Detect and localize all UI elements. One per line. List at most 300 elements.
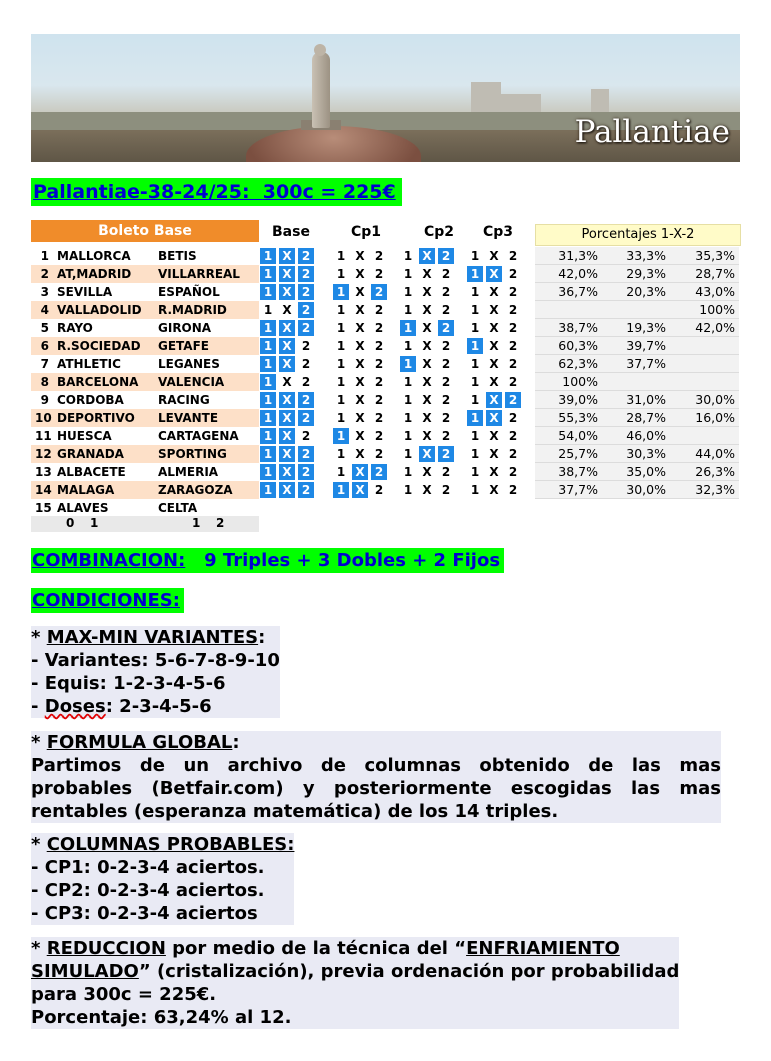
boleto-base-header: Boleto Base	[31, 220, 259, 242]
cp3-sign-1-cell: 1	[467, 410, 483, 426]
colon: :	[232, 732, 240, 753]
cp2-sign-x-cell: X	[422, 465, 432, 479]
building-shape	[501, 94, 541, 114]
cp1-sign-x-cell: X	[355, 447, 365, 461]
pct-x: 28,7%	[626, 410, 666, 425]
pct-x: 33,3%	[626, 248, 666, 263]
maxmin-section	[31, 626, 280, 718]
pct-1: 60,3%	[558, 338, 598, 353]
cp2-sign-1-cell: 1	[400, 320, 416, 336]
pct-1: 38,7%	[558, 320, 598, 335]
cp3-sign-2-cell: 2	[508, 339, 518, 353]
match-number: 4	[40, 303, 49, 317]
combinacion-line	[31, 548, 504, 573]
away-team: ALMERIA	[158, 465, 219, 479]
statue-head	[314, 44, 326, 56]
cp3-sign-x-cell: X	[489, 447, 499, 461]
cp3-sign-x-cell: X	[489, 483, 499, 497]
pct-1: 37,7%	[558, 482, 598, 497]
cp3-sign-1-cell: 1	[470, 321, 480, 335]
cp3-sign-1-cell: 1	[470, 357, 480, 371]
cp1-sign-x-cell: X	[355, 357, 365, 371]
cp2-sign-x-cell: X	[422, 267, 432, 281]
cp2-sign-2-cell: 2	[441, 267, 451, 281]
cp2-sign-1-cell: 1	[403, 339, 413, 353]
base-sign-x-cell: X	[279, 338, 295, 354]
base-sign-2-cell: 2	[301, 375, 311, 389]
cp1-sign-1-cell: 1	[336, 375, 346, 389]
home-team: AT,MADRID	[57, 267, 132, 281]
pleno-home-1: 1	[90, 516, 99, 530]
cp3-sign-x-cell: X	[489, 357, 499, 371]
pct-x	[606, 301, 666, 318]
cp1-sign-1-cell: 1	[336, 411, 346, 425]
base-sign-2-cell: 2	[301, 339, 311, 353]
cp2-sign-x-cell: X	[422, 429, 432, 443]
pct-1: 54,0%	[558, 428, 598, 443]
home-team: RAYO	[57, 321, 93, 335]
cp2-sign-2-cell: 2	[441, 357, 451, 371]
percentages-header: Porcentajes 1-X-2	[535, 224, 741, 246]
base-sign-x-cell: X	[279, 320, 295, 336]
away-team: GIRONA	[158, 321, 212, 335]
cp1-sign-2-cell: 2	[374, 249, 384, 263]
cp1-sign-2-cell: 2	[374, 303, 384, 317]
base-sign-2-cell: 2	[298, 266, 314, 282]
cp1-sign-1-cell: 1	[336, 267, 346, 281]
pct-2: 26,3%	[695, 464, 735, 479]
pct-1: 42,0%	[558, 266, 598, 281]
home-team: BARCELONA	[57, 375, 139, 389]
match-number: 9	[40, 393, 49, 407]
cp3-sign-1-cell: 1	[470, 303, 480, 317]
formula-text-line: probables (Betfair.com) y posteriormente escogidas las mas	[31, 778, 721, 799]
cp1-sign-2-cell: 2	[374, 429, 384, 443]
reduccion-text: ” (cristalización), previa ordenación por probabilidad	[138, 961, 680, 982]
base-sign-2-cell: 2	[298, 482, 314, 498]
away-team: VALENCIA	[158, 375, 225, 389]
pct-1: 38,7%	[558, 464, 598, 479]
base-sign-1-cell: 1	[260, 248, 276, 264]
cp3-sign-x-cell: X	[489, 465, 499, 479]
bullet-star: *	[31, 834, 41, 855]
cp2-sign-1-cell: 1	[403, 249, 413, 263]
base-sign-x-cell: X	[279, 248, 295, 264]
pct-2: 44,0%	[695, 446, 735, 461]
base-sign-2-cell: 2	[301, 429, 311, 443]
bullet-star: *	[31, 938, 41, 959]
cp1-sign-1-cell: 1	[336, 303, 346, 317]
cp3-line: - CP3: 0-2-3-4 aciertos	[31, 902, 294, 925]
cp2-sign-x-cell: X	[422, 483, 432, 497]
cp2-sign-2-cell: 2	[438, 320, 454, 336]
pct-x	[606, 373, 666, 390]
cp3-sign-1-cell: 1	[470, 393, 480, 407]
match-number: 11	[35, 429, 52, 443]
away-team: BETIS	[158, 249, 197, 263]
cp1-sign-2-cell: 2	[374, 447, 384, 461]
cp1-line: - CP1: 0-2-3-4 aciertos.	[31, 856, 294, 879]
cp1-sign-1-cell: 1	[333, 284, 349, 300]
reduccion-line: para 300c = 225€.	[31, 983, 679, 1006]
pct-x: 39,7%	[626, 338, 666, 353]
cp2-sign-1-cell: 1	[403, 429, 413, 443]
cp2-sign-x-cell: X	[422, 321, 432, 335]
pct-x: 37,7%	[626, 356, 666, 371]
header-banner-image	[31, 34, 740, 162]
base-sign-1-cell: 1	[260, 392, 276, 408]
pct-x: 31,0%	[626, 392, 666, 407]
cp2-sign-1-cell: 1	[403, 465, 413, 479]
equis-line: - Equis: 1-2-3-4-5-6	[31, 672, 280, 695]
pct-x: 19,3%	[626, 320, 666, 335]
cp3-sign-2-cell: 2	[508, 267, 518, 281]
base-sign-2-cell: 2	[301, 357, 311, 371]
statue-shape	[312, 52, 330, 128]
cp3-sign-x-cell: X	[489, 321, 499, 335]
cp1-sign-2-cell: 2	[374, 339, 384, 353]
cp2-sign-2-cell: 2	[441, 375, 451, 389]
cp2-sign-1-cell: 1	[403, 447, 413, 461]
cp3-sign-1-cell: 1	[470, 483, 480, 497]
base-sign-2-cell: 2	[298, 302, 314, 318]
pct-1: 25,7%	[558, 446, 598, 461]
cp1-sign-1-cell: 1	[336, 249, 346, 263]
away-team: SPORTING	[158, 447, 227, 461]
reduccion-section	[31, 937, 679, 1029]
pct-2: 43,0%	[695, 284, 735, 299]
match-number: 12	[35, 447, 52, 461]
enfriamiento-word: ENFRIAMIENTO	[466, 938, 620, 959]
cp2-sign-1-cell: 1	[403, 411, 413, 425]
cp3-sign-1-cell: 1	[470, 447, 480, 461]
cp1-sign-2-cell: 2	[374, 357, 384, 371]
away-team: CELTA	[158, 501, 198, 515]
cp3-sign-1-cell: 1	[470, 285, 480, 299]
pct-1: 100%	[562, 374, 598, 389]
pct-x: 29,3%	[626, 266, 666, 281]
pct-2	[675, 355, 735, 372]
cp2-sign-x-cell: X	[422, 393, 432, 407]
cp2-sign-1-cell: 1	[403, 393, 413, 407]
pct-x: 30,3%	[626, 446, 666, 461]
cp1-sign-1-cell: 1	[336, 393, 346, 407]
pct-1: 36,7%	[558, 284, 598, 299]
pct-1	[538, 301, 598, 318]
bullet-star: *	[31, 732, 41, 753]
simulado-word: SIMULADO	[31, 961, 139, 982]
cp3-sign-2-cell: 2	[508, 285, 518, 299]
cp2-column-header: Cp2	[424, 224, 455, 240]
base-sign-x-cell: X	[279, 446, 295, 462]
cp1-sign-2-cell: 2	[374, 393, 384, 407]
base-sign-x-cell: X	[279, 356, 295, 372]
cp3-sign-2-cell: 2	[508, 483, 518, 497]
pct-2: 16,0%	[695, 410, 735, 425]
base-sign-2-cell: 2	[298, 248, 314, 264]
cp1-sign-1-cell: 1	[333, 428, 349, 444]
cp2-sign-2-cell: 2	[441, 429, 451, 443]
base-sign-2-cell: 2	[298, 464, 314, 480]
base-sign-x-cell: X	[279, 482, 295, 498]
cp2-sign-1-cell: 1	[403, 483, 413, 497]
base-sign-1-cell: 1	[260, 464, 276, 480]
match-number: 8	[40, 375, 49, 389]
cp1-sign-x-cell: X	[355, 321, 365, 335]
cp1-sign-x-cell: X	[355, 375, 365, 389]
home-team: SEVILLA	[57, 285, 113, 299]
combinacion-label: COMBINACION:	[32, 550, 186, 571]
cp2-sign-1-cell: 1	[403, 267, 413, 281]
base-sign-x-cell: X	[282, 303, 292, 317]
base-sign-x-cell: X	[279, 392, 295, 408]
pct-x: 20,3%	[626, 284, 666, 299]
cp2-sign-2-cell: 2	[441, 393, 451, 407]
base-sign-x-cell: X	[279, 428, 295, 444]
cp1-sign-x-cell: X	[355, 393, 365, 407]
cp1-sign-1-cell: 1	[336, 357, 346, 371]
home-team: VALLADOLID	[57, 303, 142, 317]
match-number: 2	[40, 267, 49, 281]
cp1-sign-1-cell: 1	[336, 339, 346, 353]
variantes-line: - Variantes: 5-6-7-8-9-10	[31, 650, 280, 671]
cp3-sign-x-cell: X	[489, 285, 499, 299]
base-sign-2-cell: 2	[298, 392, 314, 408]
cp3-sign-2-cell: 2	[508, 465, 518, 479]
pct-2: 35,3%	[695, 248, 735, 263]
cp3-sign-2-cell: 2	[505, 392, 521, 408]
cp2-sign-x-cell: X	[422, 411, 432, 425]
cp1-sign-x-cell: X	[355, 429, 365, 443]
cp3-sign-1-cell: 1	[470, 465, 480, 479]
home-team: GRANADA	[57, 447, 124, 461]
base-sign-2-cell: 2	[298, 446, 314, 462]
cp1-sign-x-cell: X	[355, 411, 365, 425]
cp3-sign-1-cell: 1	[467, 338, 483, 354]
cp1-sign-2-cell: 2	[371, 284, 387, 300]
cp1-sign-x-cell: X	[355, 249, 365, 263]
cp1-sign-x-cell: X	[352, 482, 368, 498]
pct-x: 30,0%	[626, 482, 666, 497]
cp2-sign-2-cell: 2	[438, 446, 454, 462]
away-team: GETAFE	[158, 339, 209, 353]
away-team: ESPAÑOL	[158, 285, 220, 299]
cp2-sign-1-cell: 1	[400, 356, 416, 372]
cp3-sign-x-cell: X	[489, 429, 499, 443]
formula-heading: FORMULA GLOBAL	[46, 732, 233, 753]
away-team: CARTAGENA	[158, 429, 239, 443]
cp2-sign-x-cell: X	[419, 248, 435, 264]
pct-1: 39,0%	[558, 392, 598, 407]
condiciones-label: CONDICIONES:	[32, 590, 180, 611]
base-sign-1-cell: 1	[260, 356, 276, 372]
pct-1: 62,3%	[558, 356, 598, 371]
building-shape	[471, 82, 501, 114]
base-sign-1-cell: 1	[260, 428, 276, 444]
cp2-sign-2-cell: 2	[441, 285, 451, 299]
cp2-sign-2-cell: 2	[441, 483, 451, 497]
base-sign-2-cell: 2	[298, 284, 314, 300]
match-number: 15	[35, 501, 52, 515]
pct-2: 28,7%	[695, 266, 735, 281]
away-team: R.MADRID	[158, 303, 227, 317]
match-number: 10	[35, 411, 52, 425]
home-team: CORDOBA	[57, 393, 124, 407]
base-sign-1-cell: 1	[260, 410, 276, 426]
pct-1: 55,3%	[558, 410, 598, 425]
base-sign-1-cell: 1	[260, 374, 276, 390]
cp2-sign-1-cell: 1	[403, 375, 413, 389]
match-number: 3	[40, 285, 49, 299]
cp1-sign-2-cell: 2	[371, 464, 387, 480]
away-team: LEVANTE	[158, 411, 219, 425]
match-number: 6	[40, 339, 49, 353]
cp3-sign-2-cell: 2	[508, 321, 518, 335]
cp3-sign-2-cell: 2	[508, 429, 518, 443]
doses-values: : 2-3-4-5-6	[105, 696, 212, 717]
home-team: R.SOCIEDAD	[57, 339, 141, 353]
columnas-section	[31, 833, 294, 925]
formula-text-line: Partimos de un archivo de columnas obtenido de las mas	[31, 755, 721, 776]
pct-2: 32,3%	[695, 482, 735, 497]
base-sign-1-cell: 1	[260, 482, 276, 498]
base-column-header: Base	[272, 224, 310, 240]
base-sign-1-cell: 1	[260, 320, 276, 336]
cp1-sign-x-cell: X	[352, 464, 368, 480]
base-sign-1-cell: 1	[260, 284, 276, 300]
doses-dash: -	[31, 696, 45, 717]
cp2-sign-2-cell: 2	[438, 248, 454, 264]
building-shape	[591, 89, 609, 114]
cp3-sign-2-cell: 2	[508, 303, 518, 317]
cp1-sign-1-cell: 1	[336, 465, 346, 479]
cp3-sign-2-cell: 2	[508, 357, 518, 371]
cp1-sign-1-cell: 1	[336, 447, 346, 461]
cp3-sign-1-cell: 1	[470, 429, 480, 443]
cp2-sign-x-cell: X	[422, 339, 432, 353]
cp1-sign-2-cell: 2	[374, 321, 384, 335]
maxmin-heading: MAX-MIN VARIANTES	[46, 627, 259, 648]
bullet-star: *	[31, 627, 41, 648]
pleno-away-2: 2	[216, 516, 225, 530]
cp1-sign-2-cell: 2	[374, 267, 384, 281]
cp2-line: - CP2: 0-2-3-4 aciertos.	[31, 879, 294, 902]
base-sign-1-cell: 1	[260, 446, 276, 462]
match-number: 1	[40, 249, 49, 263]
cp3-sign-2-cell: 2	[508, 375, 518, 389]
cp1-sign-1-cell: 1	[336, 321, 346, 335]
cp2-sign-2-cell: 2	[441, 303, 451, 317]
cp2-sign-1-cell: 1	[403, 285, 413, 299]
formula-section	[31, 731, 721, 823]
base-sign-1-cell: 1	[260, 338, 276, 354]
formula-text-line: rentables (esperanza matemática) de los 14 triples.	[31, 800, 721, 823]
match-number: 5	[40, 321, 49, 335]
banner-logo: Pallantiae	[574, 114, 730, 150]
cp3-sign-1-cell: 1	[467, 266, 483, 282]
cp3-sign-1-cell: 1	[470, 375, 480, 389]
cp3-sign-1-cell: 1	[470, 249, 480, 263]
base-sign-x-cell: X	[279, 410, 295, 426]
home-team: HUESCA	[57, 429, 112, 443]
cp1-sign-x-cell: X	[355, 339, 365, 353]
home-team: MALLORCA	[57, 249, 131, 263]
cp3-sign-2-cell: 2	[508, 411, 518, 425]
pleno-away-1: 1	[192, 516, 201, 530]
pct-2	[675, 337, 735, 354]
home-team: DEPORTIVO	[57, 411, 135, 425]
pct-2: 42,0%	[695, 320, 735, 335]
base-sign-x-cell: X	[279, 266, 295, 282]
condiciones-heading	[31, 588, 184, 613]
title-suffix: 300c = 225€	[262, 181, 396, 203]
away-team: RACING	[158, 393, 210, 407]
base-sign-1-cell: 1	[263, 303, 273, 317]
title-prefix: Pallantiae-38-24/25:	[33, 181, 250, 203]
base-sign-x-cell: X	[282, 375, 292, 389]
cp1-column-header: Cp1	[351, 224, 382, 240]
match-number: 7	[40, 357, 49, 371]
away-team: VILLARREAL	[158, 267, 240, 281]
cp3-sign-x-cell: X	[489, 339, 499, 353]
cp1-sign-x-cell: X	[355, 285, 365, 299]
cp2-sign-1-cell: 1	[403, 303, 413, 317]
home-team: ATHLETIC	[57, 357, 121, 371]
base-sign-2-cell: 2	[298, 410, 314, 426]
cp3-column-header: Cp3	[483, 224, 514, 240]
base-sign-x-cell: X	[279, 284, 295, 300]
cp3-sign-x-cell: X	[486, 392, 502, 408]
cp2-sign-x-cell: X	[419, 446, 435, 462]
page-title	[31, 178, 402, 206]
home-team: MALAGA	[57, 483, 115, 497]
combinacion-value: 9 Triples + 3 Dobles + 2 Fijos	[204, 550, 501, 571]
cp2-sign-x-cell: X	[422, 357, 432, 371]
cp3-sign-x-cell: X	[486, 410, 502, 426]
cp3-sign-x-cell: X	[489, 375, 499, 389]
pct-2	[675, 373, 735, 390]
doses-line	[31, 695, 280, 718]
cp1-sign-x-cell: X	[355, 303, 365, 317]
cp1-sign-1-cell: 1	[333, 482, 349, 498]
cp3-sign-2-cell: 2	[508, 447, 518, 461]
doses-word: Doses	[44, 696, 106, 717]
cp1-sign-x-cell: X	[355, 267, 365, 281]
cp2-sign-x-cell: X	[422, 285, 432, 299]
pct-2	[675, 427, 735, 444]
pct-2: 100%	[699, 302, 735, 317]
cp3-sign-x-cell: X	[489, 249, 499, 263]
match-number: 13	[35, 465, 52, 479]
cp1-sign-2-cell: 2	[374, 411, 384, 425]
base-sign-x-cell: X	[279, 464, 295, 480]
cp3-sign-2-cell: 2	[508, 249, 518, 263]
pct-x: 46,0%	[626, 428, 666, 443]
cp2-sign-2-cell: 2	[441, 339, 451, 353]
home-team: ALBACETE	[57, 465, 126, 479]
reduccion-word: REDUCCION	[46, 938, 166, 959]
cp3-sign-x-cell: X	[486, 266, 502, 282]
cp2-sign-2-cell: 2	[441, 465, 451, 479]
pct-1: 31,3%	[558, 248, 598, 263]
porcentaje-line: Porcentaje: 63,24% al 12.	[31, 1006, 679, 1029]
cp2-sign-2-cell: 2	[441, 411, 451, 425]
base-sign-2-cell: 2	[298, 320, 314, 336]
home-team: ALAVES	[57, 501, 109, 515]
away-team: ZARAGOZA	[158, 483, 233, 497]
colon: :	[258, 627, 266, 648]
match-number: 14	[35, 483, 52, 497]
